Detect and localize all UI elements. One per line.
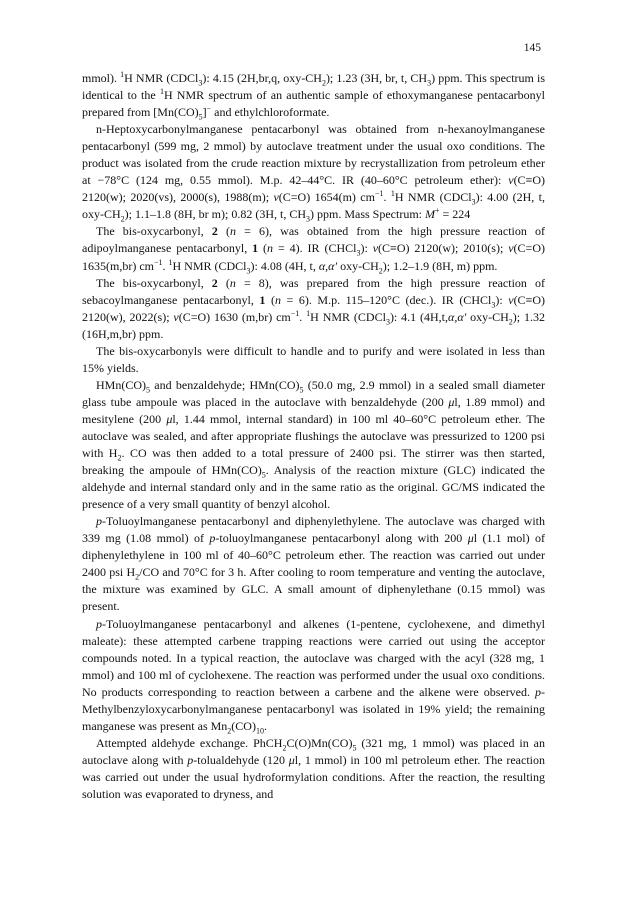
- paragraph-aldehyde-exchange: Attempted aldehyde exchange. $PhCH_2C(O)Mn(CO)_5$ (321 mg, 1 mmol) was placed in an autoclave along with p-tolualdehyde (120 μl, 1 mmol) in 100 ml petroleum ether. The reaction was carried out under the usual hydroformylation conditions. After the reaction, the resulting solution was evaporated to dryness, and: [82, 735, 545, 801]
- paragraph-heptoxycarbonyl: n-Heptoxycarbonylmanganese pentacarbonyl was obtained from n-hexanoylmanganese pentacarbonyl (599 mg, 2 mmol) by autoclave treatment under the usual oxo conditions. The product was isolated from the crude reaction mixture by recrystallization from petroleum ether at −78°C (124 mg, 0.55 mmol). M.p. 42–44°C. IR (40–60°C petroleum ether): ν(C≡O) 2120(w); 2020(vs), 2000(s), 1988(m); ν(C=O) 1654(m) $cm^{-1}$. $^1$H NMR (CDCl$_3$): 4.00 (2H, t, oxy-$CH_2$); 1.1–1.8 (8H, br m); 0.82 (3H, t, $CH_3$) ppm. Mass Spectrum: M+ = 224: [82, 122, 546, 224]
- paragraph-bis-oxycarbonyl-n8: The bis-oxycarbonyl, 2 (n = 8), was prepared from the high pressure reaction of sebacoylmanganese pentacarbonyl, 1 (n = 6). M.p. 115–120°C (dec.). IR (CHCl$_3$): ν(C≡O) 2120(w), 2022(s); ν(C=O) 1630 (m,br) $cm^{-1}$. $^1$H NMR (CDCl$_3$): 4.1 (4H,t,α,α′ oxy-$CH_2$); 1.32 (16H,m,br) ppm.: [82, 275, 546, 341]
- paragraph-bis-oxycarbonyl-n6: The bis-oxycarbonyl, 2 (n = 6), was obtained from the high pressure reaction of adipoylmanganese pentacarbonyl, 1 (n = 4). IR (CHCl$_3$): ν(C≡O) 2120(w); 2010(s); ν(C=O) 1635(m,br) $cm^{-1}$. $^1$H NMR (CDCl$_3$): 4.08 (4H, t, α,α′ oxy-$CH_2$); 1.2–1.9 (8H, m) ppm.: [82, 224, 545, 275]
- page-number: 145: [523, 42, 541, 54]
- body-text: [82, 70, 545, 803]
- paragraph-toluoyl-alkenes: p-Toluoylmanganese pentacarbonyl and alkenes (1-pentene, cyclohexene, and dimethyl maleate): these attempted carbene trapping reactions were carried out using the acceptor compounds noted. In a typical reaction, the autoclave was charged with the acyl (328 mg, 1 mmol) and 100 ml of cyclohexene. The reaction was performed under the usual oxo conditions. No products corresponding to reaction between a carbene and the alkene were observed. p-Methylbenzyloxycarbonylmanganese pentacarbonyl was isolated in 19% yield; the remaining manganese was present as $Mn_2(CO)_{10}$.: [82, 616, 545, 736]
- paragraph-toluoyl-diphenylethylene: p-Toluoylmanganese pentacarbonyl and diphenylethylene. The autoclave was charged with 339 mg (1.08 mmol) of p-toluoylmanganese pentacarbonyl along with 200 μl (1.1 mol) of diphenylethylene in 100 ml of 40–60°C petroleum ether. The reaction was carried out under 2400 psi $H_2/CO$ and 70°C for 3 h. After cooling to room temperature and venting the autoclave, the mixture was examined by GLC. A small amount of diphenylethane (0.15 mmol) was present.: [82, 514, 545, 614]
- paragraph-continuation: mmol). $^1$H NMR (CDCl$_3$): 4.15 (2H,br,q, oxy-$CH_2$); 1.23 (3H, br, t, $CH_3$) ppm. This spectrum is identical to the $^1$H NMR spectrum of an authentic sample of ethoxymanganese pentacarbonyl prepared from $[Mn(CO)_5]^-$ and ethylchloroformate.: [82, 70, 546, 122]
- paragraph-hmnco5-benzaldehyde: $HMn(CO)_5$ and benzaldehyde; $HMn(CO)_5$ (50.0 mg, 2.9 mmol) in a sealed small diameter glass tube ampoule was placed in the autoclave with benzaldehyde (200 μl, 1.89 mmol) and mesitylene (200 μl, 1.44 mmol, internal standard) in 100 ml 40–60°C petroleum ether. The autoclave was sealed, and after appropriate flushings the autoclave was pressurized to 1200 psi with $H_2$. CO was then added to a total pressure of 2400 psi. The stirrer was then started, breaking the ampoule of $HMn(CO)_5$. Analysis of the reaction mixture (GLC) indicated the aldehyde and internal standard only and in the same ratio as the original. GC/MS indicated the presence of a very small quantity of benzyl alcohol.: [82, 377, 545, 512]
- paragraph-bis-oxycarbonyl-yields: The bis-oxycarbonyls were difficult to handle and to purify and were isolated in less than 15% yields.: [82, 343, 545, 375]
